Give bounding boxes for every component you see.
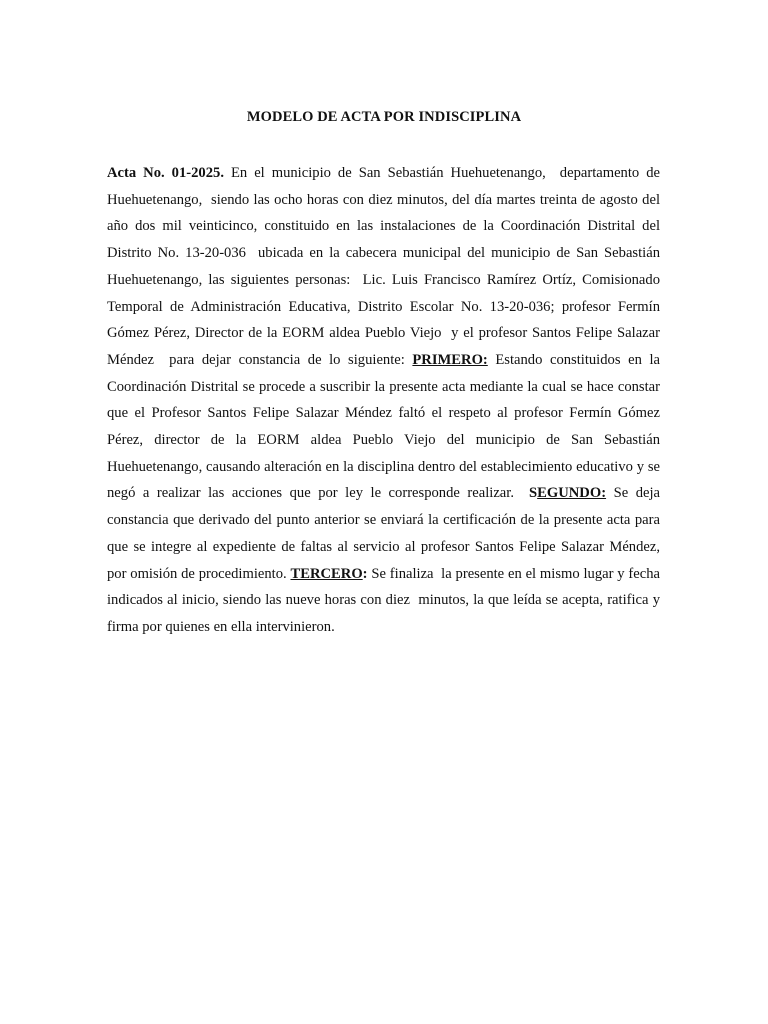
segundo-text: Se deja constancia que derivado del punto anterior se enviará la certificación de la presente acta para que se integre al expediente de faltas al servicio al profesor Santos Felipe Salazar Méndez, por omisión de procedimiento. [107,485,668,582]
primero-heading: PRIMERO: [412,351,488,368]
tercero-heading: TERCERO [290,565,363,582]
tercero-text: Se finaliza la presente en el mismo lugar y fecha indicados al inicio, siendo las nueve horas con diez minutos, la que leída se acepta, ratifica y firma por quienes en ella intervinieron. [107,565,664,635]
primero-text: Estando constituidos en la Coordinación Distrital se procede a suscribir la presente acta mediante la cual se hace constar que el Profesor Santos Felipe Salazar Méndez faltó el respeto al profesor Fermín Gómez Pérez, director de la EORM aldea Pueblo Viejo del municipio de San Sebastián Huehuetenango, causando alteración en la disciplina dentro del establecimiento educativo y se negó a realizar las acciones que por ley le corresponde realizar. [107,351,664,502]
acta-number: Acta No. 01-2025. [107,165,224,181]
segundo-heading: EGUNDO: [537,485,607,502]
acta-intro-text: En el municipio de San Sebastián Huehuetenango, departamento de Huehuetenango, siendo las ocho horas con diez minutos, del día martes treinta de agosto del año dos mil veinticinco, constituido en las instalaciones de la Coordinación Distrital del Distrito No. 13-20-036 ubicada en la cabecera municipal del municipio de San Sebastián Huehuetenango, las siguientes personas: Lic. Luis Francisco Ramírez Ortíz, Comisionado Temporal de Administración Educativa, Distrito Escolar No. 13-20-036; profesor Fermín Gómez Pérez, Director de la EORM aldea Pueblo Viejo y el profesor Santos Felipe Salazar Méndez para dejar constancia de lo siguiente: [107,165,664,368]
document-title: MODELO DE ACTA POR INDISCIPLINA [246,109,522,125]
tercero-colon: : [362,565,368,582]
segundo-heading-initial: S [529,485,538,502]
acta-body [107,160,668,641]
